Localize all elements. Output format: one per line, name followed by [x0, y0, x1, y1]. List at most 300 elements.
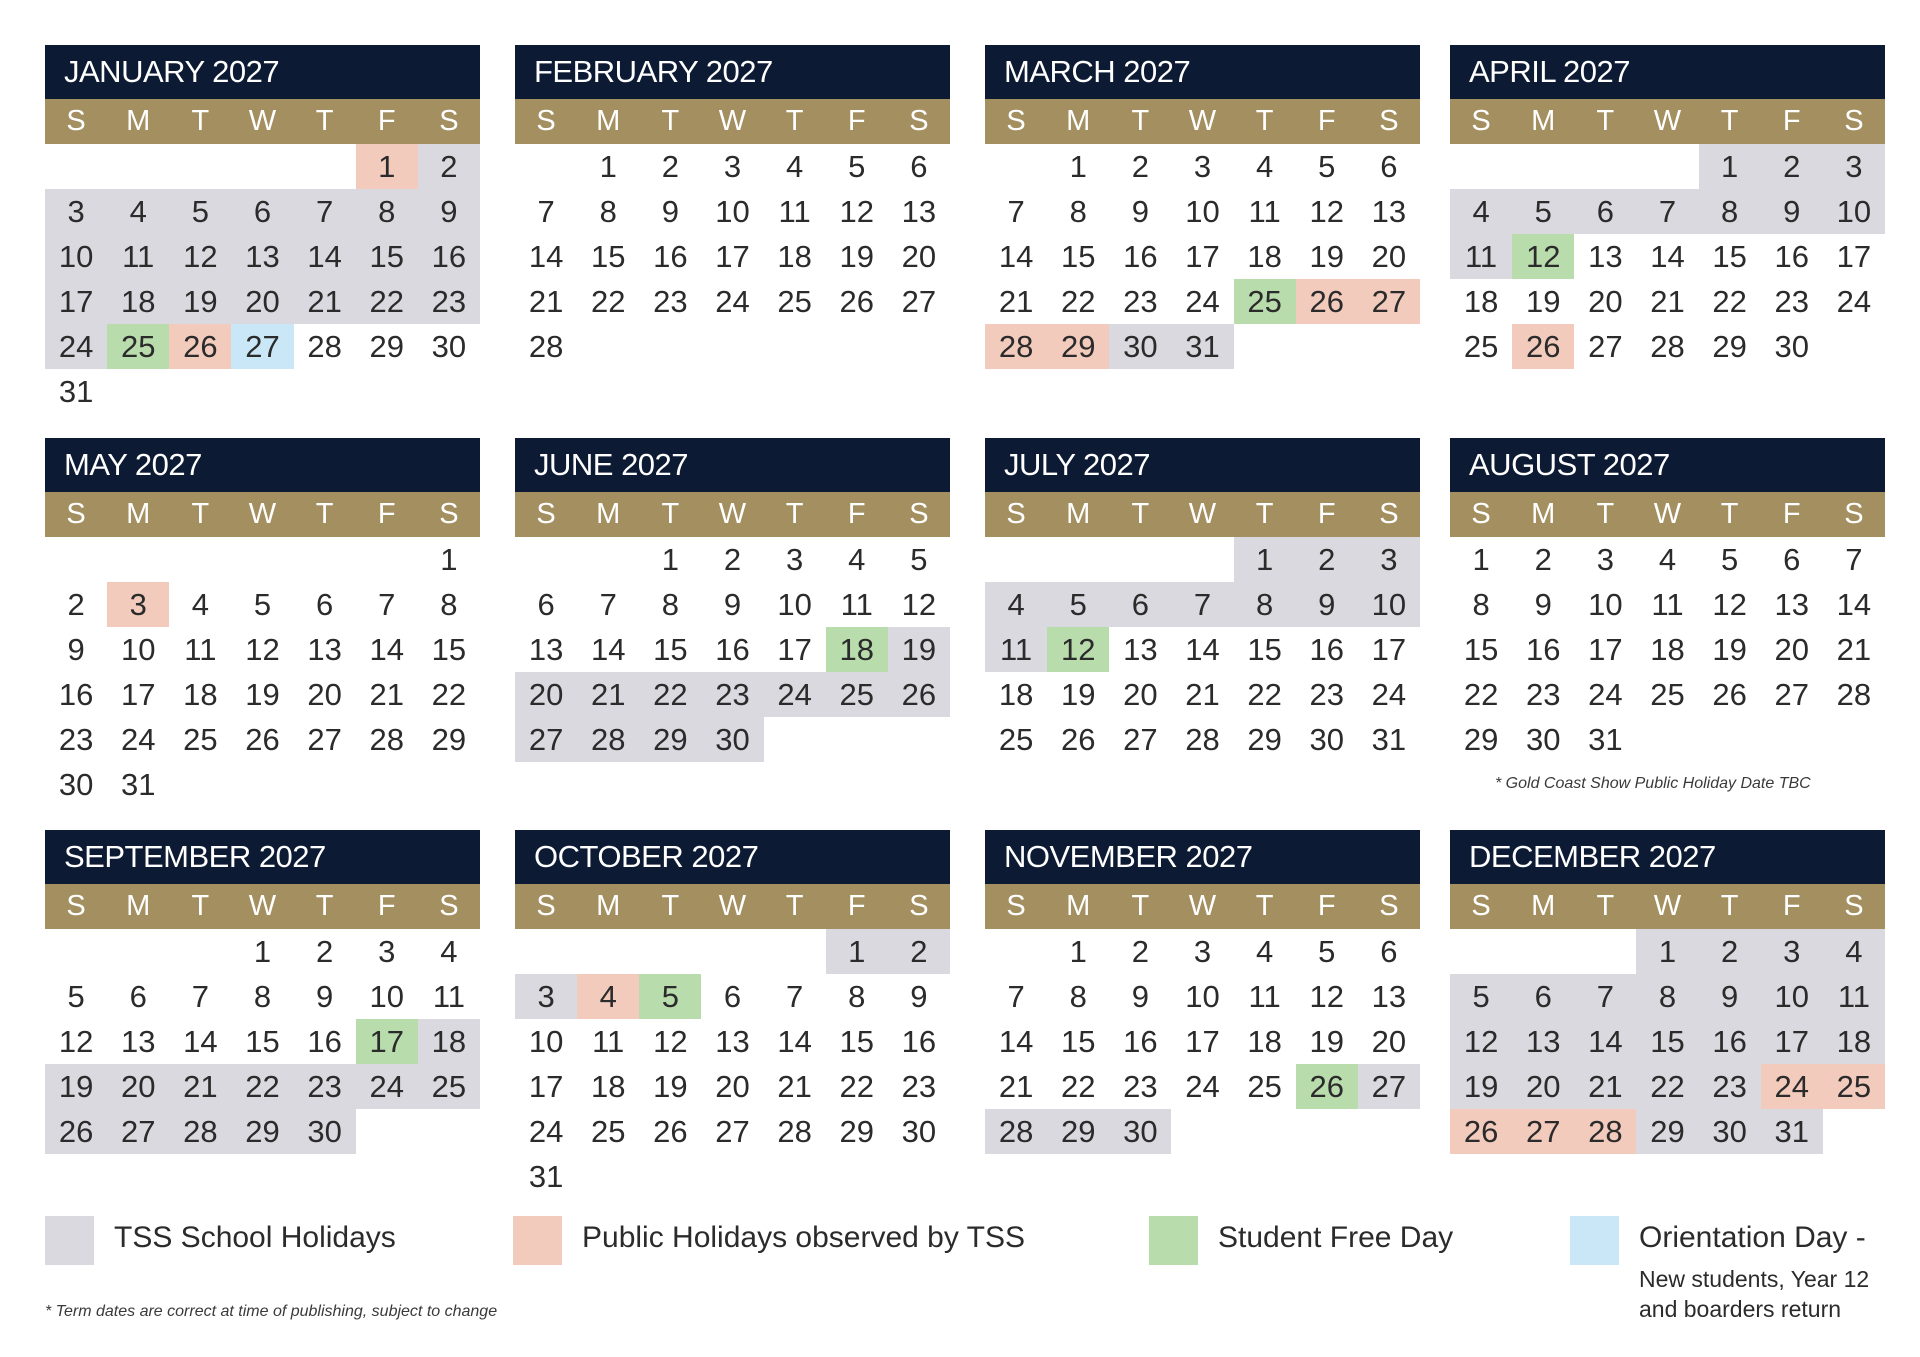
day-cell: 14 — [1650, 239, 1685, 274]
day-cell: 14 — [1836, 587, 1872, 622]
weekday-label: M — [596, 105, 621, 137]
day-cell: 2 — [1534, 542, 1552, 577]
weekday-label: M — [1066, 498, 1091, 530]
day-cell: 16 — [307, 1024, 342, 1059]
day-cell: 5 — [1318, 934, 1336, 969]
day-cell: 23 — [1774, 284, 1810, 319]
weekday-label: S — [439, 498, 459, 530]
weekday-label: S — [1379, 498, 1399, 530]
day-cell: 3 — [1823, 144, 1885, 189]
weekday-label: S — [1471, 105, 1491, 137]
day-cell: 17 — [528, 1069, 564, 1104]
day-cell: 1 — [661, 542, 679, 577]
empty-cell — [45, 929, 107, 974]
day-cell: 23 — [901, 1069, 937, 1104]
day-cell: 7 — [537, 194, 555, 229]
weekday-label: S — [536, 498, 556, 530]
weekday-label: F — [1317, 498, 1336, 530]
legend-swatch-public-holidays — [513, 1216, 562, 1265]
day-cell: 14 — [777, 1024, 812, 1059]
day-cell: 25 — [590, 1114, 626, 1149]
day-cell: 18 — [1247, 1024, 1282, 1059]
day-cell: 18 — [1247, 239, 1282, 274]
day-cell: 6 — [316, 587, 334, 622]
day-cell: 15 — [1636, 1019, 1698, 1064]
weekday-label: F — [1782, 890, 1801, 922]
day-cell: 17 — [120, 677, 156, 712]
day-cell: 9 — [67, 632, 85, 667]
weekday-label: M — [1531, 498, 1556, 530]
weekday-label: W — [718, 498, 747, 530]
day-grid — [985, 144, 1420, 369]
weekday-header — [515, 884, 950, 929]
day-cell: 31 — [58, 374, 94, 409]
day-cell: 17 — [1761, 1019, 1823, 1064]
weekday-label: T — [1255, 105, 1274, 137]
day-cell: 16 — [1699, 1019, 1761, 1064]
day-cell: 31 — [528, 1159, 564, 1194]
day-cell: 31 — [1588, 722, 1623, 757]
day-cell: 19 — [1309, 239, 1345, 274]
day-cell: 20 — [1512, 1064, 1574, 1109]
day-cell: 21 — [1185, 677, 1220, 712]
day-cell: 1 — [599, 149, 617, 184]
day-cell: 21 — [528, 284, 564, 319]
legend-label-student-free-day: Student Free Day — [1218, 1221, 1454, 1254]
day-cell: 23 — [294, 1064, 356, 1109]
day-cell: 4 — [577, 974, 639, 1019]
weekday-label: T — [1131, 890, 1150, 922]
day-cell: 22 — [1712, 284, 1747, 319]
weekday-label: T — [661, 498, 680, 530]
empty-cell — [701, 929, 763, 974]
day-cell: 15 — [1060, 1024, 1096, 1059]
day-cell: 20 — [307, 677, 342, 712]
day-cell: 14 — [998, 239, 1034, 274]
day-cell: 28 — [1836, 677, 1872, 712]
day-cell: 10 — [1761, 974, 1823, 1019]
day-cell: 17 — [777, 632, 812, 667]
weekday-label: S — [1471, 498, 1491, 530]
day-cell: 16 — [1774, 239, 1810, 274]
day-cell: 3 — [515, 974, 577, 1019]
day-grid — [45, 929, 480, 1154]
weekday-label: M — [1066, 105, 1091, 137]
day-cell: 23 — [1123, 1069, 1158, 1104]
day-cell: 9 — [1761, 189, 1823, 234]
empty-cell — [515, 929, 577, 974]
weekday-label: T — [785, 498, 804, 530]
day-cell: 21 — [998, 284, 1034, 319]
day-cell: 24 — [1185, 1069, 1220, 1104]
empty-cell — [169, 144, 231, 189]
day-cell: 13 — [528, 632, 564, 667]
day-cell: 31 — [1171, 324, 1233, 369]
day-cell: 15 — [1060, 239, 1096, 274]
day-cell: 15 — [839, 1024, 875, 1059]
day-cell: 7 — [1574, 974, 1636, 1019]
day-cell: 5 — [1318, 149, 1336, 184]
day-cell: 20 — [1123, 677, 1158, 712]
weekday-label: T — [191, 890, 210, 922]
legend-orientation-detail-line1: New students, Year 12 — [1639, 1266, 1870, 1292]
day-cell: 28 — [577, 717, 639, 762]
day-cell: 7 — [1007, 194, 1025, 229]
day-cell: 29 — [639, 717, 701, 762]
day-cell: 5 — [639, 974, 701, 1019]
day-cell: 4 — [1823, 929, 1885, 974]
day-cell: 13 — [1512, 1019, 1574, 1064]
day-cell: 23 — [58, 722, 94, 757]
day-cell: 8 — [1069, 979, 1087, 1014]
day-cell: 4 — [848, 542, 866, 577]
day-cell: 3 — [1193, 149, 1212, 184]
day-cell: 5 — [1450, 974, 1512, 1019]
day-cell: 21 — [1574, 1064, 1636, 1109]
day-cell: 10 — [1358, 582, 1420, 627]
day-cell: 1 — [440, 542, 458, 577]
day-cell: 25 — [826, 672, 888, 717]
day-cell: 18 — [777, 239, 812, 274]
day-cell: 26 — [1450, 1109, 1512, 1154]
day-grid — [985, 929, 1420, 1154]
day-cell: 22 — [231, 1064, 293, 1109]
day-cell: 5 — [1512, 189, 1574, 234]
day-cell: 12 — [901, 587, 937, 622]
day-cell: 18 — [418, 1019, 480, 1064]
empty-cell — [515, 537, 577, 582]
weekday-label: S — [439, 105, 459, 137]
legend-label-school-holidays: TSS School Holidays — [114, 1221, 396, 1254]
empty-cell — [356, 537, 418, 582]
day-cell: 7 — [786, 979, 804, 1014]
day-cell: 3 — [1596, 542, 1614, 577]
day-cell: 1 — [1636, 929, 1698, 974]
weekday-label: W — [1653, 498, 1682, 530]
empty-cell — [1047, 537, 1109, 582]
weekday-label: F — [847, 498, 866, 530]
day-grid — [45, 144, 480, 414]
day-cell: 2 — [1131, 149, 1149, 184]
day-cell: 6 — [1380, 934, 1398, 969]
weekday-label: S — [66, 498, 86, 530]
day-cell: 11 — [432, 979, 465, 1014]
day-cell: 27 — [307, 722, 342, 757]
day-cell: 4 — [786, 149, 804, 184]
day-cell: 10 — [1185, 194, 1220, 229]
day-cell: 27 — [515, 717, 577, 762]
day-cell: 6 — [129, 979, 147, 1014]
day-cell: 3 — [1761, 929, 1823, 974]
day-cell: 2 — [1296, 537, 1358, 582]
weekday-label: T — [1720, 105, 1739, 137]
day-cell: 30 — [1109, 1109, 1171, 1154]
day-cell: 18 — [107, 279, 169, 324]
weekday-header — [1450, 492, 1885, 537]
day-cell: 5 — [253, 587, 272, 622]
weekday-label: S — [1844, 105, 1864, 137]
day-cell: 8 — [1636, 974, 1698, 1019]
day-cell: 26 — [653, 1114, 688, 1149]
day-cell: 7 — [191, 979, 209, 1014]
day-cell: 29 — [1247, 722, 1282, 757]
weekday-label: F — [377, 498, 396, 530]
day-cell: 25 — [418, 1064, 480, 1109]
month-title: APRIL 2027 — [1450, 45, 1885, 99]
day-cell: 30 — [1109, 324, 1171, 369]
day-cell: 17 — [356, 1019, 418, 1064]
day-cell: 13 — [1123, 632, 1158, 667]
day-cell: 15 — [431, 632, 467, 667]
day-cell: 30 — [431, 329, 467, 364]
empty-cell — [985, 929, 1047, 974]
empty-cell — [1171, 537, 1233, 582]
weekday-label: W — [1188, 498, 1217, 530]
day-cell: 20 — [1588, 284, 1623, 319]
day-cell: 20 — [715, 1069, 750, 1104]
day-cell: 4 — [1256, 934, 1274, 969]
day-grid — [515, 144, 950, 369]
legend-swatch-student-free-day — [1149, 1216, 1198, 1265]
weekday-header — [45, 884, 480, 929]
day-cell: 14 — [1185, 632, 1220, 667]
day-cell: 3 — [378, 934, 396, 969]
day-cell: 28 — [307, 329, 342, 364]
day-cell: 8 — [599, 194, 617, 229]
day-cell: 10 — [528, 1024, 564, 1059]
weekday-header — [1450, 884, 1885, 929]
day-cell: 10 — [777, 587, 812, 622]
day-cell: 1 — [1699, 144, 1761, 189]
day-cell: 8 — [1069, 194, 1087, 229]
day-cell: 28 — [985, 324, 1047, 369]
weekday-label: S — [439, 890, 459, 922]
month-title: MAY 2027 — [45, 438, 480, 492]
day-cell: 12 — [1512, 234, 1574, 279]
weekday-label: M — [596, 498, 621, 530]
weekday-label: M — [1066, 890, 1091, 922]
weekday-label: S — [1844, 890, 1864, 922]
weekday-label: T — [315, 890, 334, 922]
day-cell: 1 — [253, 934, 272, 969]
empty-cell — [1636, 144, 1698, 189]
weekday-label: F — [847, 890, 866, 922]
day-grid — [515, 537, 950, 762]
day-cell: 11 — [840, 587, 873, 622]
day-cell: 27 — [231, 324, 293, 369]
day-cell: 26 — [245, 722, 280, 757]
weekday-label: T — [191, 498, 210, 530]
day-cell: 20 — [1774, 632, 1810, 667]
weekday-label: S — [1006, 890, 1026, 922]
day-cell: 28 — [777, 1114, 812, 1149]
day-cell: 12 — [1450, 1019, 1512, 1064]
weekday-label: F — [1317, 105, 1336, 137]
empty-cell — [1512, 929, 1574, 974]
day-cell: 23 — [1699, 1064, 1761, 1109]
weekday-label: M — [126, 105, 151, 137]
day-cell: 20 — [231, 279, 293, 324]
day-cell: 7 — [1171, 582, 1233, 627]
day-cell: 9 — [1131, 194, 1149, 229]
month-december — [1450, 830, 1885, 1154]
day-cell: 4 — [985, 582, 1047, 627]
day-cell: 3 — [107, 582, 169, 627]
day-cell: 26 — [1712, 677, 1747, 712]
day-cell: 30 — [58, 767, 94, 802]
day-cell: 21 — [169, 1064, 231, 1109]
day-cell: 18 — [1823, 1019, 1885, 1064]
empty-cell — [1574, 929, 1636, 974]
day-cell: 25 — [998, 722, 1034, 757]
day-grid — [1450, 144, 1885, 369]
day-cell: 5 — [1047, 582, 1109, 627]
day-cell: 15 — [1463, 632, 1499, 667]
empty-cell — [107, 537, 169, 582]
weekday-label: S — [536, 105, 556, 137]
day-cell: 12 — [1712, 587, 1747, 622]
day-cell: 11 — [592, 1024, 625, 1059]
weekday-label: W — [248, 498, 277, 530]
day-cell: 21 — [577, 672, 639, 717]
day-cell: 2 — [1761, 144, 1823, 189]
day-cell: 18 — [1463, 284, 1499, 319]
empty-cell — [1574, 144, 1636, 189]
day-cell: 19 — [1712, 632, 1747, 667]
weekday-label: T — [1131, 498, 1150, 530]
day-cell: 16 — [58, 677, 94, 712]
day-cell: 25 — [1234, 279, 1296, 324]
day-cell: 8 — [1699, 189, 1761, 234]
day-cell: 19 — [1309, 1024, 1345, 1059]
day-cell: 30 — [294, 1109, 356, 1154]
day-cell: 17 — [1588, 632, 1623, 667]
day-grid — [1450, 537, 1885, 762]
day-cell: 27 — [1588, 329, 1623, 364]
day-cell: 17 — [715, 239, 750, 274]
month-june — [515, 438, 950, 762]
day-cell: 20 — [901, 239, 937, 274]
gold-coast-show-note: * Gold Coast Show Public Holiday Date TBC — [1495, 775, 1811, 792]
month-january — [45, 45, 480, 414]
day-cell: 6 — [1109, 582, 1171, 627]
day-cell: 3 — [1358, 537, 1420, 582]
weekday-label: W — [248, 105, 277, 137]
day-cell: 22 — [1247, 677, 1282, 712]
empty-cell — [1109, 537, 1171, 582]
day-cell: 26 — [1060, 722, 1096, 757]
day-cell: 16 — [715, 632, 750, 667]
day-cell: 13 — [1371, 979, 1407, 1014]
weekday-label: T — [1596, 890, 1615, 922]
day-cell: 16 — [1525, 632, 1561, 667]
day-cell: 4 — [440, 934, 458, 969]
day-cell: 27 — [715, 1114, 750, 1149]
day-cell: 11 — [1248, 194, 1281, 229]
day-cell: 7 — [294, 189, 356, 234]
day-cell: 5 — [848, 149, 866, 184]
day-cell: 29 — [369, 329, 405, 364]
day-cell: 8 — [440, 587, 458, 622]
day-cell: 10 — [1185, 979, 1220, 1014]
day-cell: 9 — [418, 189, 480, 234]
weekday-label: T — [785, 105, 804, 137]
day-cell: 28 — [1185, 722, 1220, 757]
day-cell: 22 — [839, 1069, 875, 1104]
month-title: DECEMBER 2027 — [1450, 830, 1885, 884]
weekday-label: M — [126, 498, 151, 530]
day-cell: 17 — [45, 279, 107, 324]
day-cell: 23 — [701, 672, 763, 717]
day-cell: 30 — [1525, 722, 1561, 757]
day-cell: 25 — [1823, 1064, 1885, 1109]
day-cell: 15 — [1247, 632, 1282, 667]
month-march — [985, 45, 1420, 369]
day-cell: 4 — [1658, 542, 1677, 577]
weekday-header — [985, 99, 1420, 144]
day-cell: 19 — [1060, 677, 1096, 712]
weekday-label: T — [1131, 105, 1150, 137]
weekday-label: W — [1188, 890, 1217, 922]
day-cell: 4 — [191, 587, 209, 622]
day-cell: 30 — [1774, 329, 1810, 364]
day-cell: 28 — [1650, 329, 1685, 364]
day-cell: 11 — [778, 194, 811, 229]
weekday-header — [985, 492, 1420, 537]
day-cell: 13 — [231, 234, 293, 279]
month-february — [515, 45, 950, 369]
weekday-header — [45, 492, 480, 537]
day-cell: 22 — [1636, 1064, 1698, 1109]
month-august — [1450, 438, 1885, 762]
day-cell: 16 — [653, 239, 688, 274]
day-cell: 14 — [369, 632, 405, 667]
day-cell: 2 — [1131, 934, 1149, 969]
month-april — [1450, 45, 1885, 369]
empty-cell — [639, 929, 701, 974]
weekday-label: M — [596, 890, 621, 922]
weekday-label: S — [1379, 890, 1399, 922]
day-cell: 21 — [1836, 632, 1872, 667]
month-title: AUGUST 2027 — [1450, 438, 1885, 492]
weekday-header — [45, 99, 480, 144]
day-cell: 1 — [1472, 542, 1490, 577]
weekday-label: S — [1006, 105, 1026, 137]
day-cell: 16 — [901, 1024, 937, 1059]
month-title: MARCH 2027 — [985, 45, 1420, 99]
month-september — [45, 830, 480, 1154]
day-cell: 13 — [1588, 239, 1623, 274]
day-cell: 22 — [639, 672, 701, 717]
day-cell: 17 — [1185, 1024, 1220, 1059]
weekday-label: S — [536, 890, 556, 922]
day-cell: 6 — [231, 189, 293, 234]
day-cell: 22 — [1463, 677, 1499, 712]
day-cell: 24 — [120, 722, 156, 757]
day-cell: 24 — [1761, 1064, 1823, 1109]
day-cell: 12 — [653, 1024, 688, 1059]
day-cell: 10 — [45, 234, 107, 279]
day-cell: 1 — [356, 144, 418, 189]
day-cell: 9 — [1699, 974, 1761, 1019]
weekday-label: S — [1844, 498, 1864, 530]
weekday-label: S — [66, 105, 86, 137]
day-cell: 4 — [1450, 189, 1512, 234]
day-cell: 24 — [1588, 677, 1623, 712]
day-cell: 26 — [1296, 279, 1358, 324]
day-cell: 21 — [294, 279, 356, 324]
day-cell: 27 — [1512, 1109, 1574, 1154]
